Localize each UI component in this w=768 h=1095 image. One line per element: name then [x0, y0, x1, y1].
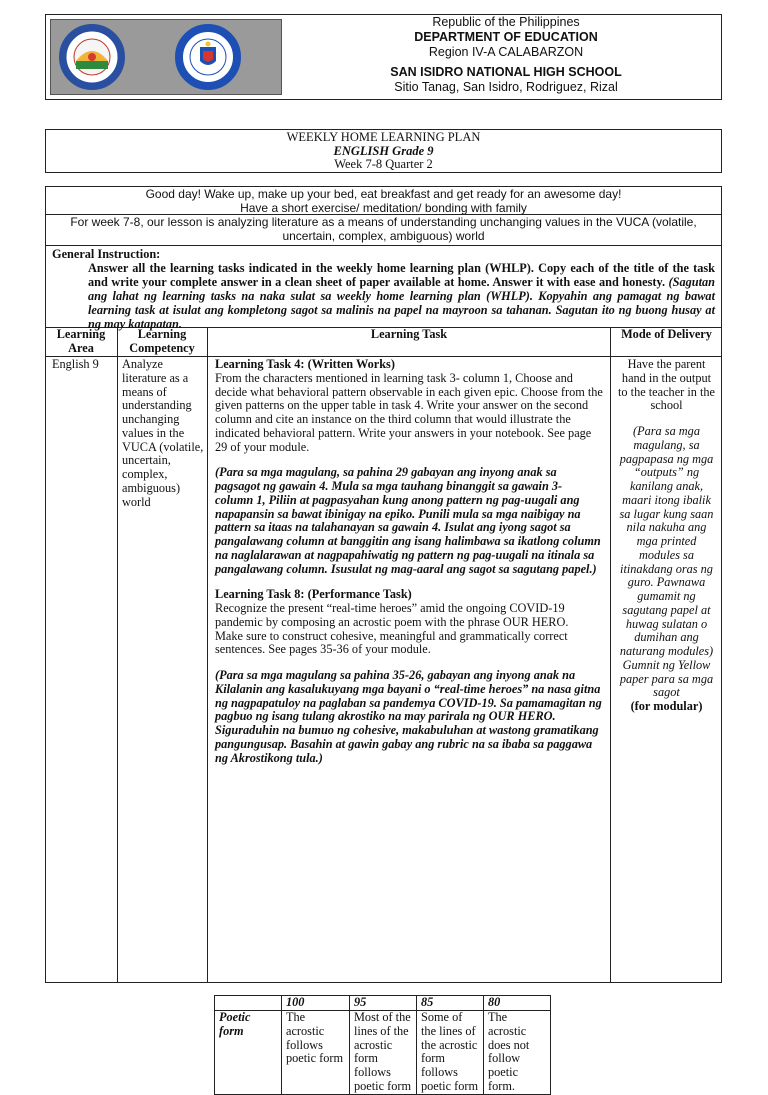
delivery-english: Have the parent hand in the output to the teacher in the school [618, 357, 715, 413]
table-row [215, 1011, 551, 1095]
general-instruction [46, 246, 721, 332]
greeting-line-1: Good day! Wake up, make up your bed, eat breakfast and get ready for an awesome day! [145, 187, 622, 201]
logo-strip [50, 19, 282, 95]
rubric-cell: Most of the lines of the acrostic form follows poetic form [350, 1011, 417, 1095]
task-4-title: Learning Task 4: (Written Works) [215, 357, 395, 371]
learning-area: English 9 [52, 357, 99, 371]
school-address: Sitio Tanag, San Isidro, Rodriguez, Rizal [394, 80, 618, 95]
delivery-filipino: (Para sa mga magulang, sa pagpapasa ng mga “outputs” ng kanilang anak, maari itong ibalik sa lugar kung saan nila nakuha ang mga printed modules sa itinakdang oras ng guro. Pawnawa gumamit ng sagutang papel at huwag sulatan o dumihan ang naturang modules) Gumnit ng Yellow paper para sa mga sagot [619, 424, 714, 700]
rubric-cell: The acrostic follows poetic form [282, 1011, 350, 1095]
learning-competency: Analyze literature as a means of understanding unchanging values in the VUCA (volatile, uncertain, complex, ambiguous) world [122, 357, 204, 509]
task-4-body: From the characters mentioned in learning task 3- column 1, Choose and decide what behavioral pattern observable in each given epic. Choose from the given patterns on the upper table in task 4. Write your answer on the second column and cite an instance on the third column that would illustrate the indicated behavioral pattern. Write your answers in your notebook. See page 29 of your module. [215, 370, 603, 454]
rubric-header-cell: 95 [350, 996, 417, 1011]
greeting [46, 187, 721, 215]
school-header [45, 14, 722, 100]
header-text [306, 15, 706, 95]
rubric-header-cell: 85 [417, 996, 484, 1011]
general-filipino: (Sagutan ang lahat ng learning tasks na naka sulat sa weekly home learning plan (WHLP). Kopyahin ang pamagat ng bawat learning task at isulat ang kompletong sagot sa malinis na papel na mayroon sa tahanan. Sagutan ito ng buong husay at ng may katapatan. [88, 275, 715, 332]
task-8-title: Learning Task 8: (Performance Task) [215, 587, 412, 602]
deped-seal-logo [175, 24, 241, 90]
header-learning-area: Learning Area [56, 327, 106, 355]
learning-tasks [209, 358, 609, 765]
col-divider [610, 328, 611, 982]
week-focus: For week 7-8, our lesson is analyzing literature as a means of understanding unchanging values in the VUCA (volatile, uncertain, complex, ambiguous) world [46, 215, 721, 246]
rubric-header-cell: 100 [282, 996, 350, 1011]
task-8-body-1: Recognize the present “real-time heroes” amid the ongoing COVID-19 pandemic by composing an acrostic poem with the phrase OUR HERO. [215, 601, 569, 629]
header-learning-competency: Learning Competency [129, 327, 195, 355]
task-4-filipino: (Para sa mga magulang, sa pahina 29 gabayan ang inyong anak sa pagsagot ng gawain 4. Mula sa mga tauhang binanggit sa gawain 3- column 1, Piliin at pagpasyahan kung anong pattern ng pag-uugali ang napapansin sa bawat ibinigay na epiko. Punili mula sa mga naibigay na pattern sa itaas na talahanayan sa gawain 4. Isulat ang iyong sagot sa pangalawang column at banggitin ang isang halimbawa sa ikatlong column na naglalarawan at nagpapahiwatig ng pattern ng pag-uugali na itinala sa pangalawang column. Isusulat ng mag-aaral ang sagot sa sagutang papel.) [215, 465, 601, 576]
plan-title-box [45, 129, 722, 173]
task-columns [46, 327, 721, 1093]
rubric-cell: The acrostic does not follow poetic form. [484, 1011, 551, 1095]
task-8-body-2: Make sure to construct cohesive, meaningful and grammatically correct sentences. See pages 35-36 of your module. [215, 628, 568, 657]
col-divider [207, 328, 208, 982]
school-name: SAN ISIDRO NATIONAL HIGH SCHOOL [390, 65, 622, 80]
general-body [52, 261, 715, 331]
rubric-header-row [215, 996, 551, 1011]
region-line: Region IV-A CALABARZON [428, 44, 584, 59]
general-heading: General Instruction: [52, 247, 161, 261]
task-8-filipino: (Para sa mga magulang sa pahina 35-26, gabayan ang inyong anak na Kilalanin ang kasalukuyang mga bayani o “real-time heroes” na nasa gitna ng nagpapatuloy na paglaban sa pandemya COVID-19. Sa pamamagitan ng pagbuo ng isang tulang akrostiko na may parirala ng OUR HERO. Siguraduhin na bumuo ng cohesive, makabuluhan at wastong gramatikang pangungusap. Basahin at gawin gabay ang rubric na sa ibaba sa paggawa ng Akrostikong tula.) [215, 668, 602, 765]
rubric-table [214, 995, 551, 1095]
delivery-note: (for modular) [630, 699, 703, 713]
header-learning-task: Learning Task [370, 327, 448, 341]
week-quarter: Week 7-8 Quarter 2 [334, 157, 433, 172]
republic-line: Republic of the Philippines [432, 15, 580, 29]
general-english: Answer all the learning tasks indicated in the weekly home learning plan (WHLP). Copy each of the title of the task and write your complete answer in a clean sheet of paper available at home. Answer it with ease and honesty. [88, 261, 715, 290]
school-seal-logo [59, 24, 125, 90]
plan-table [45, 186, 722, 1093]
department-line: DEPARTMENT OF EDUCATION [414, 29, 598, 44]
greeting-line-2: Have a short exercise/ meditation/ bonding with family [240, 200, 527, 215]
subject-grade: ENGLISH Grade 9 [333, 143, 434, 158]
plan-title: WEEKLY HOME LEARNING PLAN [286, 130, 481, 144]
rubric-header-cell: 80 [484, 996, 551, 1011]
rubric-header-cell [215, 996, 282, 1011]
mode-of-delivery [612, 358, 721, 714]
rubric-criterion: Poetic form [215, 1011, 282, 1095]
header-mode-of-delivery: Mode of Delivery [621, 327, 712, 341]
rubric-cell: Some of the lines of the acrostic form follows poetic form [417, 1011, 484, 1095]
